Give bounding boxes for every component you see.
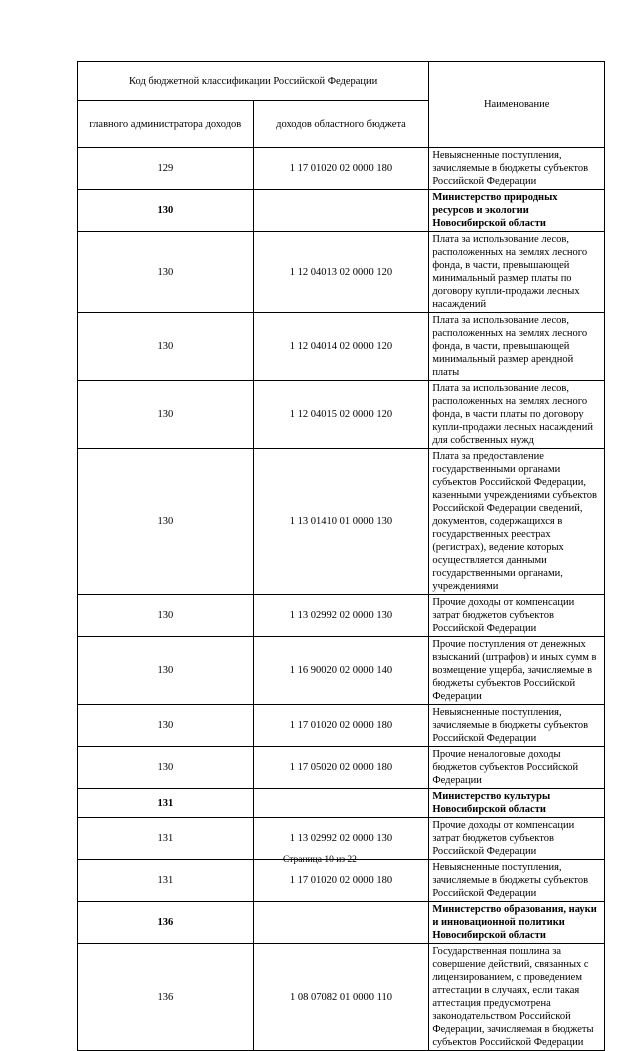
name-cell: Министерство культуры Новосибирской области <box>429 789 605 818</box>
header-admin: главного администратора доходов <box>78 101 254 148</box>
admin-code-cell: 130 <box>78 595 254 637</box>
table-row <box>78 705 605 747</box>
name-cell: Плата за использование лесов, расположенных на землях лесного фонда, в части, превышающей минимальный размер арендной платы <box>429 313 605 381</box>
name-cell: Невыясненные поступления, зачисляемые в бюджеты субъектов Российской Федерации <box>429 860 605 902</box>
table-row <box>78 595 605 637</box>
name-cell: Прочие неналоговые доходы бюджетов субъектов Российской Федерации <box>429 747 605 789</box>
income-code-cell: 1 16 90020 02 0000 140 <box>253 637 429 705</box>
income-code-cell: 1 17 01020 02 0000 180 <box>253 148 429 190</box>
admin-code-cell: 131 <box>78 818 254 860</box>
admin-code-cell: 131 <box>78 789 254 818</box>
income-code-cell: 1 12 04014 02 0000 120 <box>253 313 429 381</box>
table-row <box>78 148 605 190</box>
income-code-cell: 1 17 01020 02 0000 180 <box>253 705 429 747</box>
page-number: Страница 10 из 22 <box>283 855 357 865</box>
name-cell: Прочие доходы от компенсации затрат бюджетов субъектов Российской Федерации <box>429 818 605 860</box>
income-code-cell <box>253 190 429 232</box>
admin-code-cell: 130 <box>78 449 254 595</box>
table-row <box>78 902 605 944</box>
table-row <box>78 860 605 902</box>
table-row <box>78 944 605 1051</box>
income-code-cell: 1 13 01410 01 0000 130 <box>253 449 429 595</box>
admin-code-cell: 129 <box>78 148 254 190</box>
admin-code-cell: 130 <box>78 190 254 232</box>
admin-code-cell: 130 <box>78 747 254 789</box>
income-code-cell: 1 08 07082 01 0000 110 <box>253 944 429 1051</box>
name-cell: Плата за предоставление государственными органами субъектов Российской Федерации, казенными учреждениями субъектов Российской Федерации сведений, документов, содержащихся в государственных реестрах (регистрах), ведение которых осуществляется данными государственными органами, учреждениями <box>429 449 605 595</box>
income-code-cell <box>253 902 429 944</box>
table-row <box>78 818 605 860</box>
income-code-cell: 1 13 02992 02 0000 130 <box>253 595 429 637</box>
income-code-cell: 1 12 04013 02 0000 120 <box>253 232 429 313</box>
name-cell: Невыясненные поступления, зачисляемые в бюджеты субъектов Российской Федерации <box>429 705 605 747</box>
table-row <box>78 789 605 818</box>
admin-code-cell: 130 <box>78 232 254 313</box>
name-cell: Министерство природных ресурсов и экологии Новосибирской области <box>429 190 605 232</box>
income-code-cell <box>253 789 429 818</box>
table-row <box>78 313 605 381</box>
name-cell: Плата за использование лесов, расположенных на землях лесного фонда, в части платы по договору купли-продажи лесных насаждений для собственных нужд <box>429 381 605 449</box>
admin-code-cell: 136 <box>78 902 254 944</box>
header-income: доходов областного бюджета <box>253 101 429 148</box>
name-cell: Прочие доходы от компенсации затрат бюджетов субъектов Российской Федерации <box>429 595 605 637</box>
name-cell: Государственная пошлина за совершение действий, связанных с лицензированием, с проведением аттестации в случаях, если такая аттестация предусмотрена законодательством Российской Федерации, зачисляемая в бюджеты субъектов Российской Федерации <box>429 944 605 1051</box>
table-body <box>78 148 605 1051</box>
name-cell: Невыясненные поступления, зачисляемые в бюджеты субъектов Российской Федерации <box>429 148 605 190</box>
admin-code-cell: 136 <box>78 944 254 1051</box>
admin-code-cell: 130 <box>78 313 254 381</box>
header-name: Наименование <box>429 62 605 148</box>
table-row <box>78 232 605 313</box>
table-row <box>78 747 605 789</box>
income-code-cell: 1 13 02992 02 0000 130 <box>253 818 429 860</box>
table-row <box>78 637 605 705</box>
header-code-group: Код бюджетной классификации Российской Федерации <box>78 62 429 101</box>
table-header <box>78 62 605 148</box>
admin-code-cell: 130 <box>78 705 254 747</box>
admin-code-cell: 130 <box>78 637 254 705</box>
name-cell: Министерство образования, науки и инновационной политики Новосибирской области <box>429 902 605 944</box>
income-code-cell: 1 17 05020 02 0000 180 <box>253 747 429 789</box>
budget-classification-table <box>77 61 605 1051</box>
admin-code-cell: 131 <box>78 860 254 902</box>
admin-code-cell: 130 <box>78 381 254 449</box>
table-row <box>78 381 605 449</box>
table-row <box>78 190 605 232</box>
name-cell: Прочие поступления от денежных взысканий (штрафов) и иных сумм в возмещение ущерба, зачисляемые в бюджеты субъектов Российской Федерации <box>429 637 605 705</box>
table-row <box>78 449 605 595</box>
income-code-cell: 1 12 04015 02 0000 120 <box>253 381 429 449</box>
income-code-cell: 1 17 01020 02 0000 180 <box>253 860 429 902</box>
name-cell: Плата за использование лесов, расположенных на землях лесного фонда, в части, превышающей минимальный размер платы по договору купли-продажи лесных насаждений <box>429 232 605 313</box>
